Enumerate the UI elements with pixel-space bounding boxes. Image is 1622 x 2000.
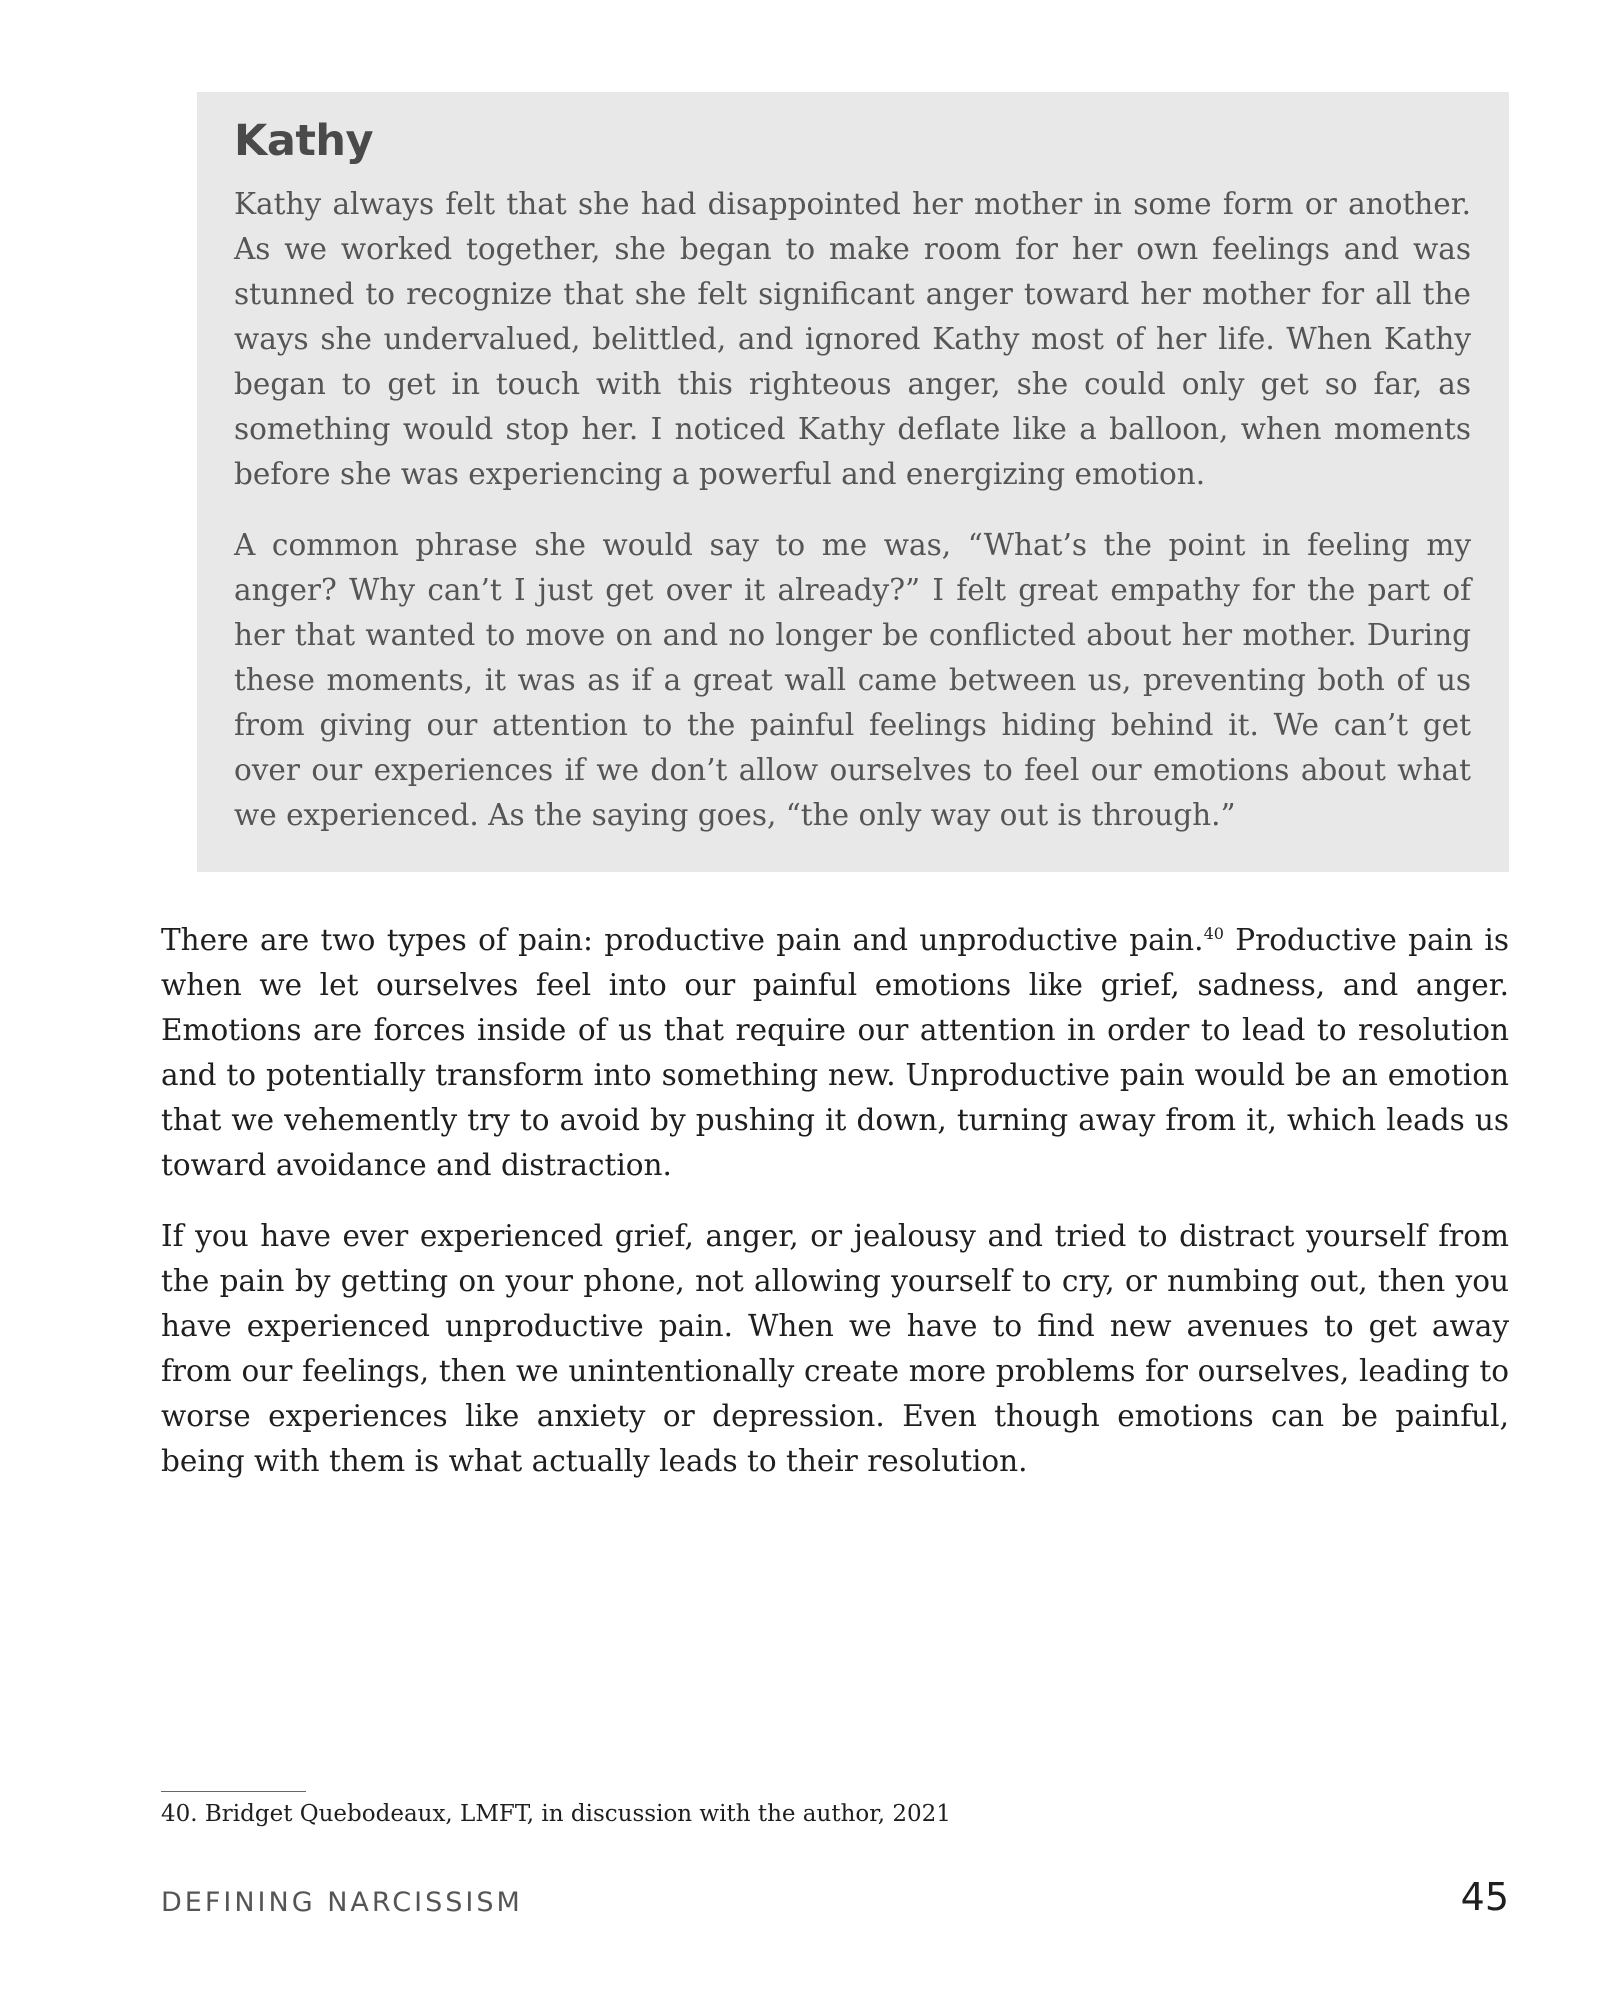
body-paragraph	[161, 918, 1509, 1188]
sidebar-paragraph: A common phrase she would say to me was, “What’s the point in feeling my anger? Why can’t I just get over it already?” I felt great empathy for the part of her that wanted to move on and no longer be conflicted about her mother. During these moments, it was as if a great wall came between us, preventing both of us from giving our attention to the painful feelings hiding behind it. We can’t get over our experiences if we don’t allow ourselves to feel our emotions about what we experienced. As the saying goes, “the only way out is through.”	[234, 527, 1471, 832]
running-footer-title: DEFINING NARCISSISM	[161, 1887, 523, 1918]
body-paragraph-text: Productive pain is when we let ourselves feel into our painful emotions like grief, sadness, and anger. Emotions are forces inside of us that require our attention in order to lead to resolution and to potentially transform into something new. Unproductive pain would be an emotion that we vehemently try to avoid by pushing it down, turning away from it, which leads us toward avoidance and distraction.	[161, 923, 1509, 1182]
body-paragraph-text: There are two types of pain: productive pain and unproductive pain.	[161, 923, 1204, 957]
footnote-reference[interactable]: 40	[1203, 924, 1224, 944]
page-number: 45	[1460, 1875, 1509, 1919]
sidebar-paragraph: Kathy always felt that she had disappointed her mother in some form or another. As we worked together, she began to make room for her own feelings and was stunned to recognize that she felt significant anger toward her mother for all the ways she undervalued, belittled, and ignored Kathy most of her life. When Kathy began to get in touch with this righteous anger, she could only get so far, as something would stop her. I noticed Kathy deflate like a balloon, when moments before she was experiencing a powerful and energizing emotion.	[234, 186, 1471, 491]
main-text	[161, 918, 1509, 1510]
footnote: 40. Bridget Quebodeaux, LMFT, in discussion with the author, 2021	[161, 1801, 951, 1827]
body-paragraph: If you have ever experienced grief, anger, or jealousy and tried to distract yourself from the pain by getting on your phone, not allowing yourself to cry, or numbing out, then you have experienced unproductive pain. When we have to find new avenues to get away from our feelings, then we unintentionally create more problems for ourselves, leading to worse experiences like anxiety or depression. Even though emotions can be painful, being with them is what actually leads to their resolution.	[161, 1219, 1509, 1478]
footnote-divider	[161, 1791, 306, 1792]
case-study-sidebar	[197, 92, 1509, 872]
sidebar-title: Kathy	[234, 116, 374, 166]
